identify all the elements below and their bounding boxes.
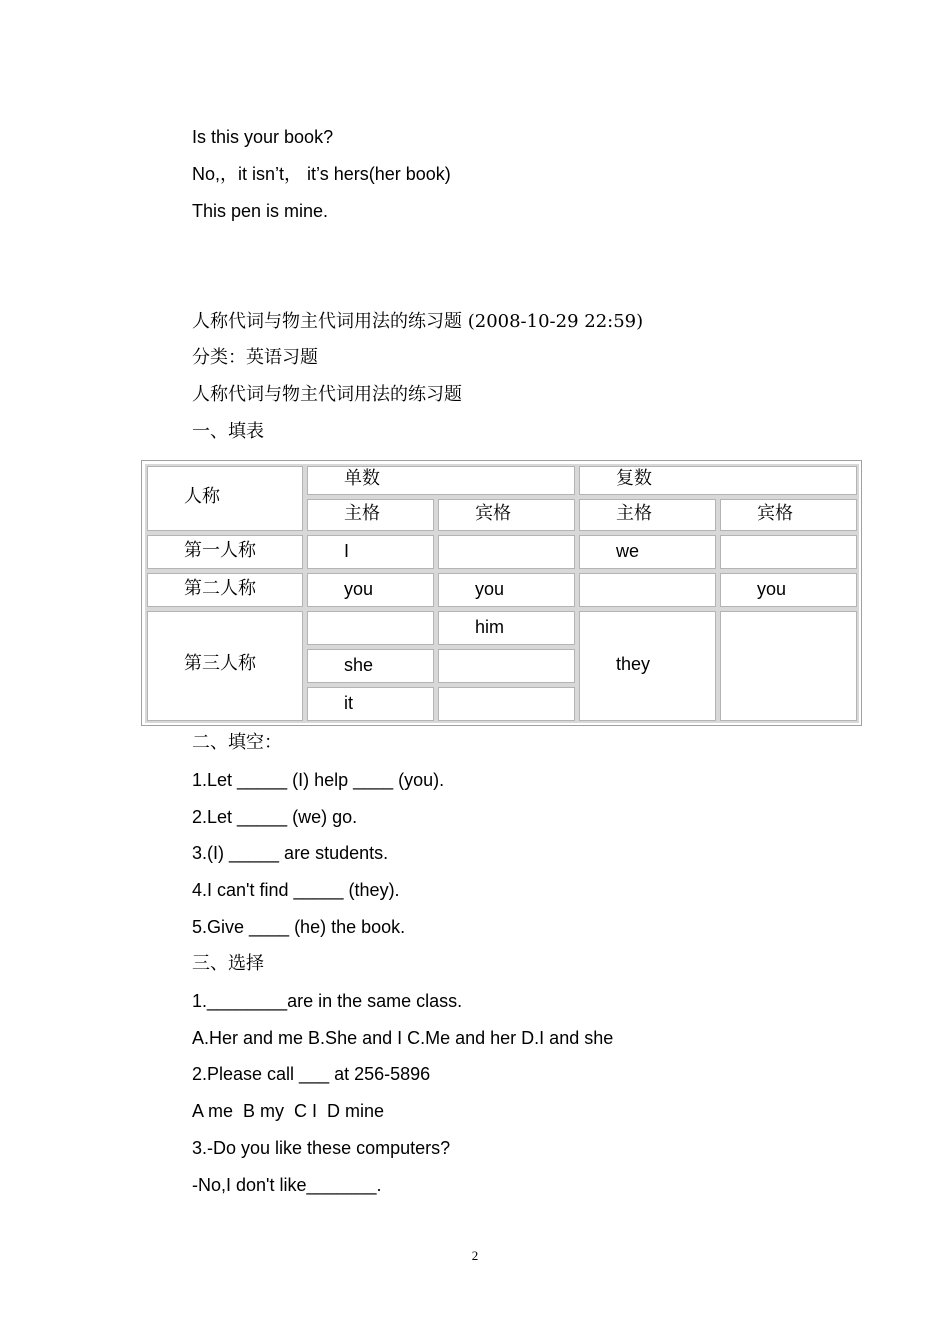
header-sing-subject-label: 主格 [344, 503, 380, 524]
header-sing-object [436, 497, 577, 533]
cell-third-plur-subj [577, 609, 718, 723]
fill-item-3: 3.(I) _____ are students. [192, 843, 389, 863]
row-first-label [145, 533, 305, 571]
cell-second-sing-obj-text: you [475, 579, 505, 599]
row-third-label-text: 第三人称 [184, 653, 256, 674]
choice-line-4: A me B my C I D mine [192, 1101, 385, 1121]
fill-item-1: 1.Let _____ (I) help ____ (you). [192, 770, 445, 790]
header-sing-subject [305, 497, 436, 533]
section-2-title: 二、填空： [192, 732, 282, 753]
page-number: 2 [471, 1248, 479, 1263]
cell-third-r1-obj [436, 609, 577, 647]
header-plur-object-label: 宾格 [757, 503, 793, 524]
header-singular [305, 464, 577, 497]
header-person-label: 人称 [184, 486, 220, 507]
choice-line-3: 2.Please call ___ at 256-5896 [192, 1064, 431, 1084]
cell-second-plur-obj-text: you [757, 579, 787, 599]
choice-line-1: 1.________are in the same class. [192, 991, 463, 1011]
pronoun-table [141, 460, 862, 726]
header-person [145, 464, 305, 533]
header-plur-subject-label: 主格 [616, 503, 652, 524]
cell-third-r1-obj-text: him [475, 617, 505, 637]
row-third-label [145, 609, 305, 723]
article-subtitle: 人称代词与物主代词用法的练习题 [192, 384, 462, 405]
cell-second-plur-obj [718, 571, 859, 609]
row-second-label-text: 第二人称 [184, 578, 256, 599]
cell-first-plur-subj-text: we [616, 541, 640, 561]
intro-line-1: Is this your book? [192, 127, 334, 147]
choice-line-2: A.Her and me B.She and I C.Me and her D.I and she [192, 1028, 614, 1048]
cell-second-sing-obj [436, 571, 577, 609]
header-sing-object-label: 宾格 [475, 503, 511, 524]
intro-line-3: This pen is mine. [192, 201, 329, 221]
intro-line-2: No,，it isn’t， it’s hers(her book) [192, 164, 451, 184]
cell-first-sing-obj [436, 533, 577, 571]
fill-item-5: 5.Give ____ (he) the book. [192, 917, 406, 937]
choice-line-5: 3.-Do you like these computers? [192, 1138, 451, 1158]
choice-line-6: -No,I don't like_______. [192, 1175, 382, 1195]
cell-third-plur-obj [718, 609, 859, 723]
cell-third-r2-obj [436, 647, 577, 685]
cell-third-r3-subj [305, 685, 436, 723]
cell-third-r3-obj [436, 685, 577, 723]
row-first-label-text: 第一人称 [184, 540, 256, 561]
section-3-title: 三、选择 [192, 953, 264, 974]
header-plural-label: 复数 [616, 468, 652, 489]
section-1-title: 一、填表 [192, 421, 264, 442]
cell-third-r2-subj [305, 647, 436, 685]
article-title: 人称代词与物主代词用法的练习题 (2008-10-29 22:59) [192, 311, 644, 332]
cell-first-plur-obj [718, 533, 859, 571]
cell-first-plur-subj [577, 533, 718, 571]
fill-item-4: 4.I can't find _____ (they). [192, 880, 400, 900]
cell-second-sing-subj-text: you [344, 579, 374, 599]
header-plural [577, 464, 859, 497]
cell-third-r3-subj-text: it [344, 693, 353, 713]
cell-third-r2-subj-text: she [344, 655, 374, 675]
fill-item-2: 2.Let _____ (we) go. [192, 807, 358, 827]
cell-third-plur-subj-text: they [616, 654, 651, 674]
header-plur-subject [577, 497, 718, 533]
cell-first-sing-subj-text: I [344, 541, 350, 561]
cell-second-plur-subj [577, 571, 718, 609]
cell-first-sing-subj [305, 533, 436, 571]
cell-third-r1-subj [305, 609, 436, 647]
row-second-label [145, 571, 305, 609]
header-singular-label: 单数 [344, 468, 380, 489]
cell-second-sing-subj [305, 571, 436, 609]
header-plur-object [718, 497, 859, 533]
article-category: 分类：英语习题 [192, 347, 318, 368]
